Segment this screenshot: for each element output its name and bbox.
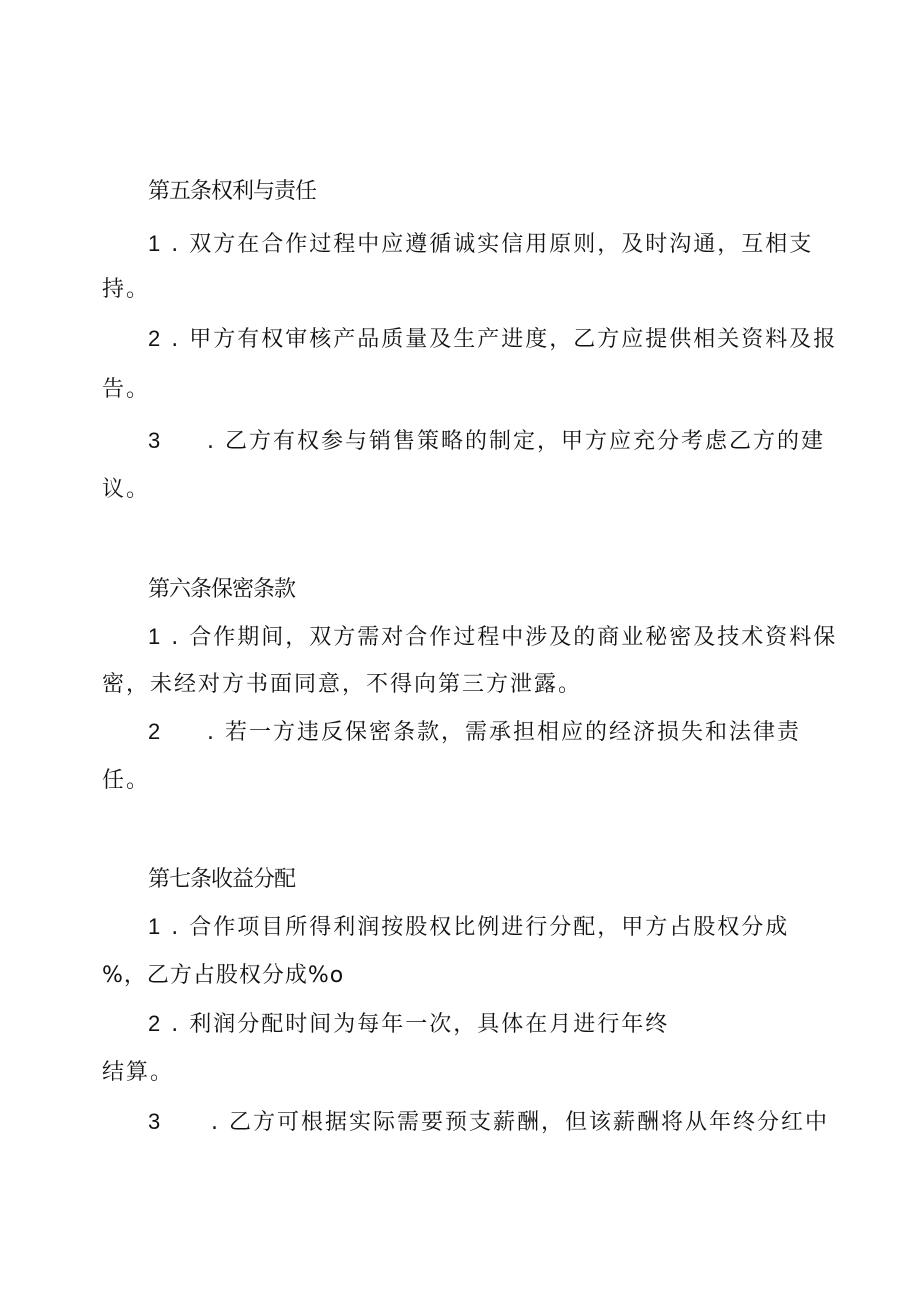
clause-number: 2: [148, 326, 163, 351]
clause-7-2-line2: 结算。: [102, 1060, 175, 1085]
section-title-5: 第五条权利与责任: [148, 179, 317, 204]
section-title-6: 第六条保密条款: [148, 577, 296, 602]
clause-6-2-line2: 任。: [102, 768, 151, 793]
clause-number: 3: [148, 1109, 163, 1134]
clause-number: 1: [148, 914, 163, 939]
clause-7-1-line1: [148, 910, 789, 941]
clause-text: . 双方在合作过程中应遵循诚实信用原则，及时沟通，互相支: [171, 232, 814, 257]
clause-number: 1: [148, 231, 163, 256]
clause-text: . 利润分配时间为每年一次，具体在月进行年终: [171, 1012, 670, 1037]
clause-6-1-line2: 密，未经对方书面同意，不得向第三方泄露。: [102, 672, 583, 697]
clause-text: . 甲方有权审核产品质量及生产进度，乙方应提供相关资料及报: [171, 327, 838, 352]
clause-6-2-line1: [148, 715, 801, 746]
clause-number: 1: [148, 624, 163, 649]
clause-text: . 乙方可根据实际需要预支薪酬，但该薪酬将从年终分红中: [211, 1110, 829, 1135]
clause-5-3-line1: [148, 424, 825, 455]
clause-5-2-line2: 告。: [102, 377, 151, 402]
clause-text: . 乙方有权参与销售策略的制定，甲方应充分考虑乙方的建: [207, 429, 825, 454]
clause-5-1-line2: 持。: [102, 277, 151, 302]
clause-5-3-line2: 议。: [102, 477, 151, 502]
clause-5-1-line1: [148, 227, 813, 258]
clause-5-2-line1: [148, 322, 837, 353]
clause-text: . 合作项目所得利润按股权比例进行分配，甲方占股权分成: [171, 915, 790, 940]
clause-7-2-line1: [148, 1007, 669, 1038]
section-title-7: 第七条收益分配: [148, 867, 296, 892]
clause-text: . 合作期间，双方需对合作过程中涉及的商业秘密及技术资料保: [171, 625, 838, 650]
clause-number: 2: [148, 719, 163, 744]
clause-7-3-line1: [148, 1105, 829, 1136]
clause-number: 2: [148, 1011, 163, 1036]
clause-7-1-line2: %，乙方占股权分成%o: [102, 963, 345, 988]
clause-text: . 若一方违反保密条款，需承担相应的经济损失和法律责: [207, 720, 801, 745]
clause-number: 3: [148, 428, 163, 453]
clause-6-1-line1: [148, 620, 837, 651]
